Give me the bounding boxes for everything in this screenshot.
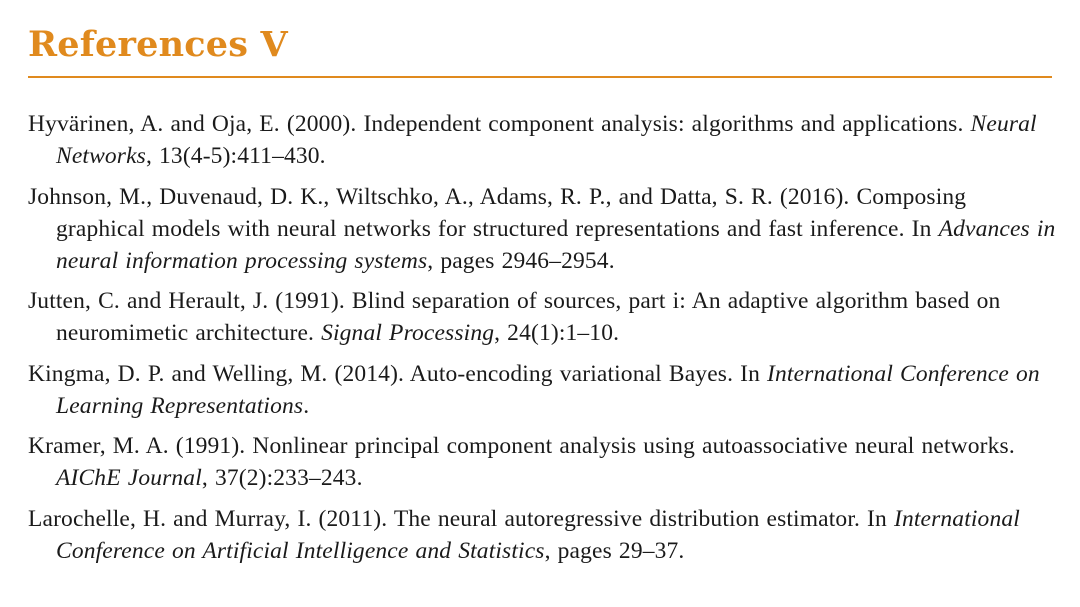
reference-text: Johnson, M., Duvenaud, D. K., Wiltschko, A., Adams, R. P., and Datta, S. R. (2016). Composing graphical models with neural networks for structured representations and fast inference. In (28, 183, 967, 242)
reference-details: , 24(1):1–10. (494, 320, 620, 346)
reference-details: , pages 2946–2954. (427, 247, 615, 274)
reference-item-hyvarinen-2000 (28, 108, 1058, 172)
reference-text: Larochelle, H. and Murray, I. (2011). The neural autoregressive distribution estimator. In (28, 505, 894, 532)
reference-details: , 13(4-5):411–430. (145, 143, 326, 169)
reference-venue: AIChE Journal (56, 465, 202, 491)
reference-details: . (303, 392, 310, 419)
reference-venue: Neural Networks (56, 111, 1037, 169)
reference-venue: Advances in neural information processing systems (56, 215, 1056, 274)
reference-details: , pages 29–37. (544, 537, 685, 564)
reference-venue: International Conference on Artificial Intelligence and Statistics (56, 505, 1020, 564)
reference-text: Kramer, M. A. (1991). Nonlinear principal component analysis using autoassociative neural networks. (28, 433, 1015, 459)
reference-list (28, 108, 1058, 575)
reference-item-johnson-2016 (28, 181, 1058, 277)
reference-text: Hyvärinen, A. and Oja, E. (2000). Independent component analysis: algorithms and applications. (28, 111, 971, 137)
reference-venue: International Conference on Learning Representations (56, 360, 1040, 419)
title-divider (28, 76, 1052, 78)
reference-item-larochelle-2011 (28, 503, 1058, 567)
reference-text: Kingma, D. P. and Welling, M. (2014). Auto-encoding variational Bayes. In (28, 360, 768, 387)
reference-text: Jutten, C. and Herault, J. (1991). Blind separation of sources, part i: An adaptive algorithm based on neuromimetic architecture. (28, 288, 1001, 346)
reference-venue: Signal Processing (321, 320, 495, 346)
reference-item-kramer-1991 (28, 430, 1058, 494)
reference-item-kingma-2014 (28, 358, 1058, 422)
slide-title: References V (28, 24, 288, 65)
reference-item-jutten-1991 (28, 285, 1058, 349)
reference-details: , 37(2):233–243. (201, 465, 363, 491)
